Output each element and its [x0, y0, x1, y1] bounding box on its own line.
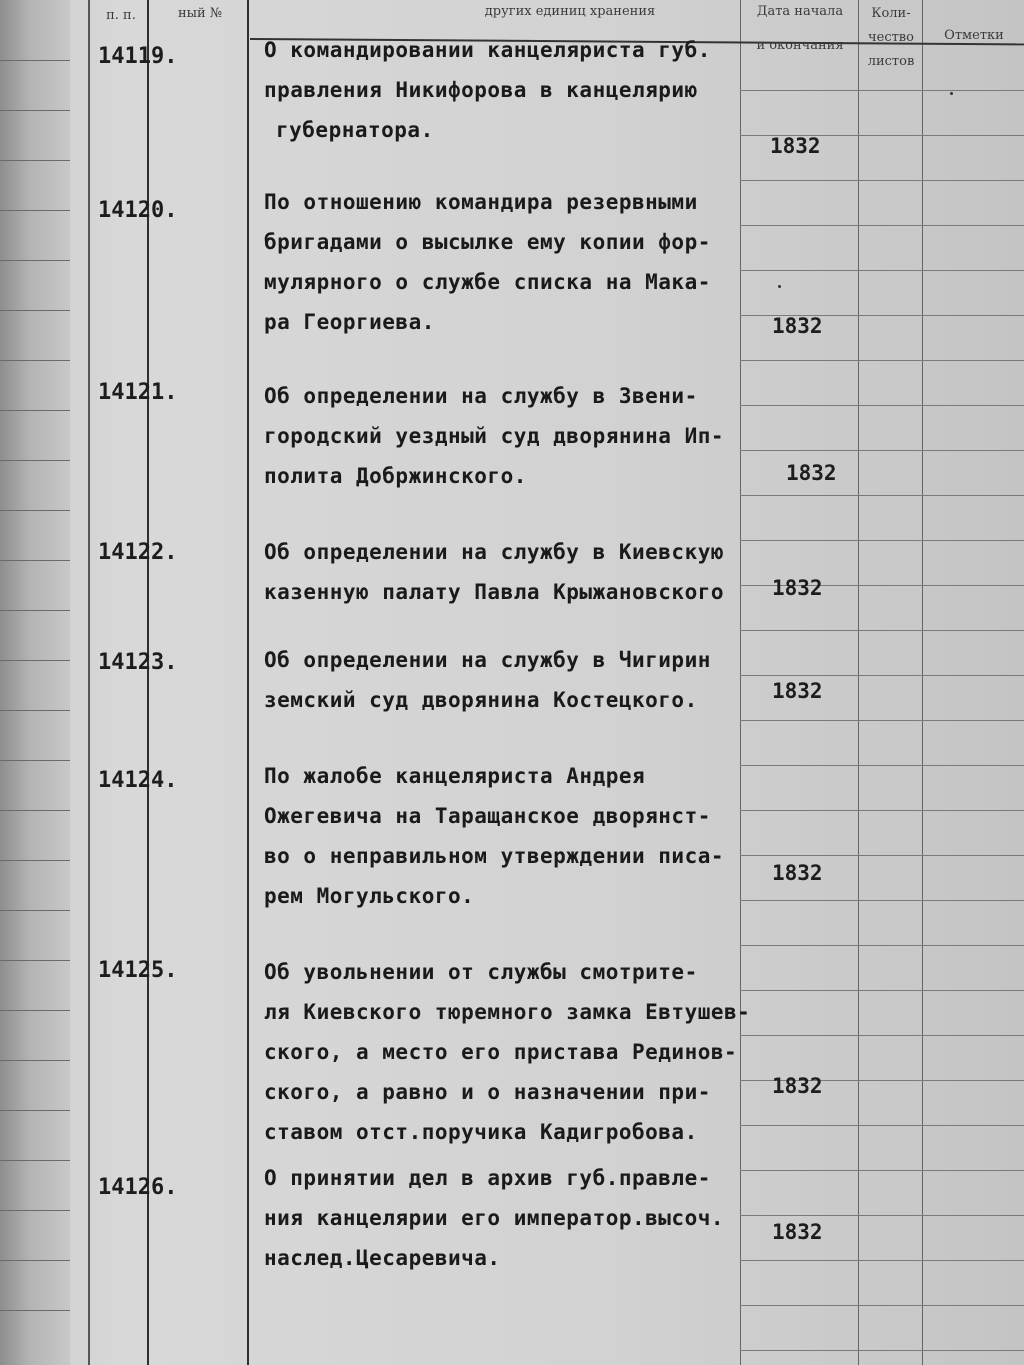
column-rule	[88, 0, 90, 1365]
entry-line: городский уездный суд дворянина Ип-	[264, 424, 725, 448]
entry-description	[264, 756, 764, 916]
column-rule	[247, 0, 249, 1365]
entry-line: Об определении на службу в Чигирин	[264, 648, 711, 672]
entry-line: ставом отст.поручика Кадигробова.	[264, 1120, 698, 1144]
entry-line: О командировании канцеляриста губ.	[264, 38, 711, 62]
entry-line: ля Киевского тюремного замка Евтушев-	[264, 1000, 751, 1024]
entry-line: ра Георгиева.	[264, 310, 435, 334]
column-rule	[858, 0, 859, 1365]
entry-line: рем Могульского.	[264, 884, 475, 908]
entry-year: 1832	[772, 861, 823, 885]
entry-line: во о неправильном утверждении писа-	[264, 844, 725, 868]
entry-year: 1832	[772, 576, 823, 600]
entry-number: 14120.	[98, 198, 178, 223]
entry-description	[264, 640, 764, 720]
header-sheets-line2: чество	[868, 30, 914, 45]
entry-description	[264, 532, 764, 612]
entry-number: 14124.	[98, 768, 178, 793]
header-title: других единиц хранения	[484, 4, 656, 19]
entry-line: ского, а место его пристава Рединов-	[264, 1040, 738, 1064]
entry-line: По жалобе канцеляриста Андрея	[264, 764, 646, 788]
entry-line: По отношению командира резервными	[264, 190, 698, 214]
entry-line: мулярного о службе списка на Мака-	[264, 270, 711, 294]
column-rule	[922, 0, 923, 1365]
entry-line: полита Добржинского.	[264, 464, 527, 488]
page-binding	[0, 0, 70, 1365]
mark-dot	[778, 285, 781, 288]
header-dates-line2: и окончания	[756, 38, 844, 53]
entry-year: 1832	[770, 134, 821, 158]
entry-line: бригадами о высылке ему копии фор-	[264, 230, 711, 254]
entry-line: земский суд дворянина Костецкого.	[264, 688, 698, 712]
entry-line: Об увольнении от службы смотрите-	[264, 960, 698, 984]
entry-number: 14126.	[98, 1175, 178, 1200]
entry-line: Ожегевича на Таращанское дворянст-	[264, 804, 711, 828]
entry-description	[264, 952, 764, 1152]
entry-line: О принятии дел в архив губ.правле-	[264, 1166, 711, 1190]
entry-description	[264, 376, 764, 496]
entry-line: ского, а равно и о назначении при-	[264, 1080, 711, 1104]
entry-number: 14123.	[98, 650, 178, 675]
entry-line: Об определении на службу в Звени-	[264, 384, 698, 408]
header-notes: Отметки	[944, 28, 1004, 43]
header-dates-line1: Дата начала	[756, 4, 844, 19]
entry-description	[264, 30, 764, 150]
entry-line: казенную палату Павла Крыжановского	[264, 580, 725, 604]
entry-year: 1832	[772, 314, 823, 338]
entry-year: 1832	[786, 461, 837, 485]
entry-description	[264, 1158, 764, 1278]
entry-line: губернатора.	[276, 118, 434, 142]
entry-number: 14122.	[98, 540, 178, 565]
entry-number: 14125.	[98, 958, 178, 983]
mark-dot	[950, 92, 953, 95]
entry-year: 1832	[772, 1220, 823, 1244]
entry-number: 14119.	[98, 44, 178, 69]
entry-line: наслед.Цесаревича.	[264, 1246, 501, 1270]
entry-description	[264, 182, 764, 342]
header-sheets	[860, 2, 922, 74]
entry-number: 14121.	[98, 380, 178, 405]
header-sheets-line3: листов	[867, 54, 915, 69]
entry-year: 1832	[772, 1074, 823, 1098]
header-sheets-line1: Коли-	[871, 6, 911, 21]
entry-line: правления Никифорова в канцелярию	[264, 78, 698, 102]
header-number: п. п.	[106, 8, 136, 23]
entry-year: 1832	[772, 679, 823, 703]
header-archive-number: ный №	[177, 6, 223, 21]
entry-line: Об определении на службу в Киевскую	[264, 540, 725, 564]
entry-line: ния канцелярии его император.высоч.	[264, 1206, 725, 1230]
